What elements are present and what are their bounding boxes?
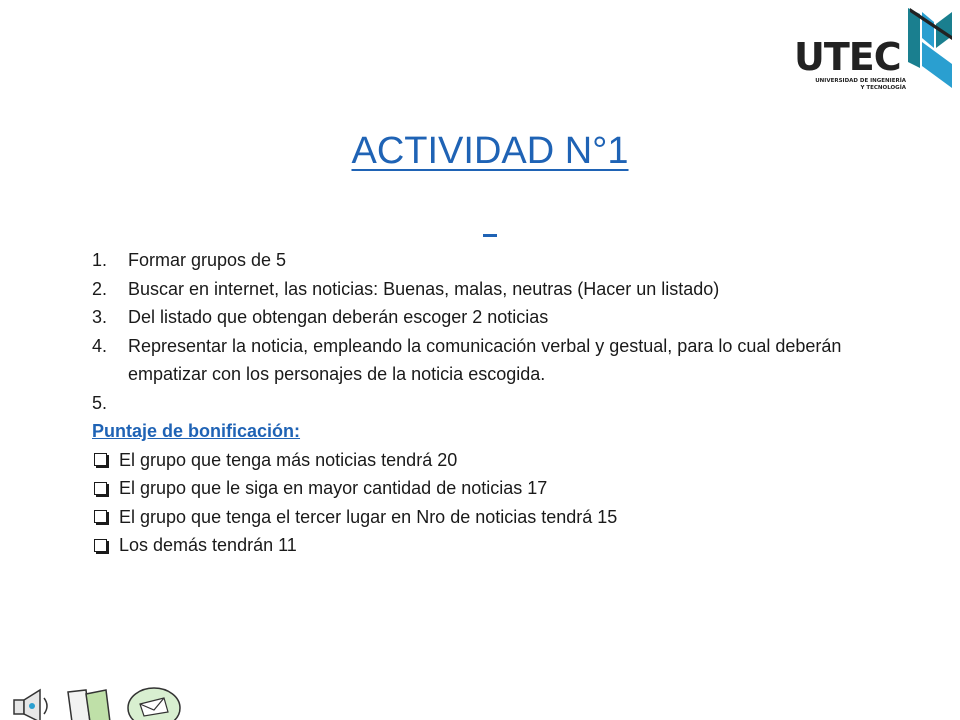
- page-title: ACTIVIDAD N°1: [351, 130, 629, 172]
- bonus-text: El grupo que tenga el tercer lugar en Nro de noticias tendrá 15: [119, 506, 618, 527]
- checkbox-bullet-icon: [94, 482, 107, 495]
- step-text: Del listado que obtengan deberán escoger 2 noticias: [128, 307, 549, 327]
- bonus-item: [92, 531, 892, 560]
- bottom-toolbar: [0, 680, 200, 720]
- step-number: 2.: [92, 278, 108, 299]
- bonus-text: El grupo que le siga en mayor cantidad de noticias 17: [119, 478, 548, 498]
- utec-logo: [790, 8, 955, 98]
- logo-word: UTEC: [794, 35, 901, 79]
- step-number: 3.: [92, 307, 108, 327]
- step-item: [92, 275, 892, 304]
- bonus-text: Los demás tendrán 11: [119, 535, 297, 555]
- bonus-item: [92, 503, 892, 532]
- checkbox-bullet-icon: [94, 510, 107, 523]
- activity-content: [92, 246, 892, 560]
- step-text: Buscar en internet, las noticias: Buenas, malas, neutras (Hacer un listado): [128, 278, 720, 299]
- step-item: [92, 246, 892, 275]
- logo-subtitle: UNIVERSIDAD DE INGENIERÍA Y TECNOLOGÍA: [815, 78, 906, 91]
- step-item: [92, 303, 892, 332]
- bonus-text: El grupo que tenga más noticias tendrá 20: [119, 449, 458, 470]
- title-dash: [483, 234, 497, 237]
- step-item: [92, 389, 892, 418]
- bonus-item: [92, 474, 892, 503]
- step-number: 5.: [92, 392, 108, 413]
- utec-mark-icon: [908, 8, 952, 88]
- step-item: [92, 332, 892, 389]
- bonus-item: [92, 446, 892, 475]
- checkbox-bullet-icon: [94, 539, 107, 552]
- mail-icon[interactable]: [126, 686, 182, 720]
- speaker-icon[interactable]: [12, 688, 54, 720]
- step-number: 1.: [92, 250, 108, 270]
- bonus-heading: Puntaje de bonificación:: [92, 421, 301, 441]
- step-text: Representar la noticia, empleando la comunicación verbal y gestual, para lo cual deberán empatizar con los personajes de la noticia escogida.: [128, 335, 842, 384]
- notes-icon[interactable]: [64, 688, 116, 720]
- step-number: 4.: [92, 335, 108, 356]
- step-text: Formar grupos de 5: [128, 250, 287, 270]
- checkbox-bullet-icon: [94, 453, 107, 466]
